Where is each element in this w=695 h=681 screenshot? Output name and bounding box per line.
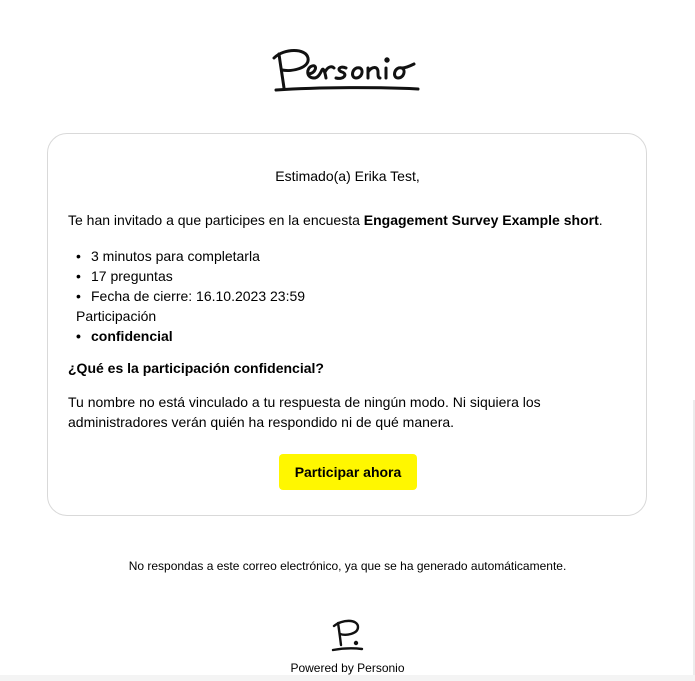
survey-details-list <box>68 246 305 346</box>
detail-close-date: • Fecha de cierre: 16.10.2023 23:59 <box>68 286 305 306</box>
page-bottom-edge <box>0 675 695 681</box>
powered-by: Powered by Personio <box>290 661 405 675</box>
participate-now-button[interactable]: Participar ahora <box>279 454 417 490</box>
detail-duration: • 3 minutos para completarla <box>68 246 305 266</box>
no-reply-notice: No respondas a este correo electrónico, ya que se ha generado automáticamente. <box>128 559 567 573</box>
confidential-question: ¿Qué es la participación confidencial? <box>68 360 324 376</box>
personio-logo <box>270 44 430 96</box>
participation-label: Participación <box>76 308 157 324</box>
detail-question-count: • 17 preguntas <box>68 266 305 286</box>
survey-name: Engagement Survey Example short <box>363 212 599 228</box>
greeting: Estimado(a) Erika Test, <box>275 168 420 184</box>
personio-p-icon <box>330 617 366 653</box>
participation-value: • confidencial <box>68 326 305 346</box>
invitation-text: Te han invitado a que participes en la encuesta Engagement Survey Example short. <box>68 212 603 228</box>
confidential-explanation: Tu nombre no está vinculado a tu respuesta de ningún modo. Ni siquiera los administradores verán quién ha respondido ni de qué manera. <box>68 394 541 430</box>
